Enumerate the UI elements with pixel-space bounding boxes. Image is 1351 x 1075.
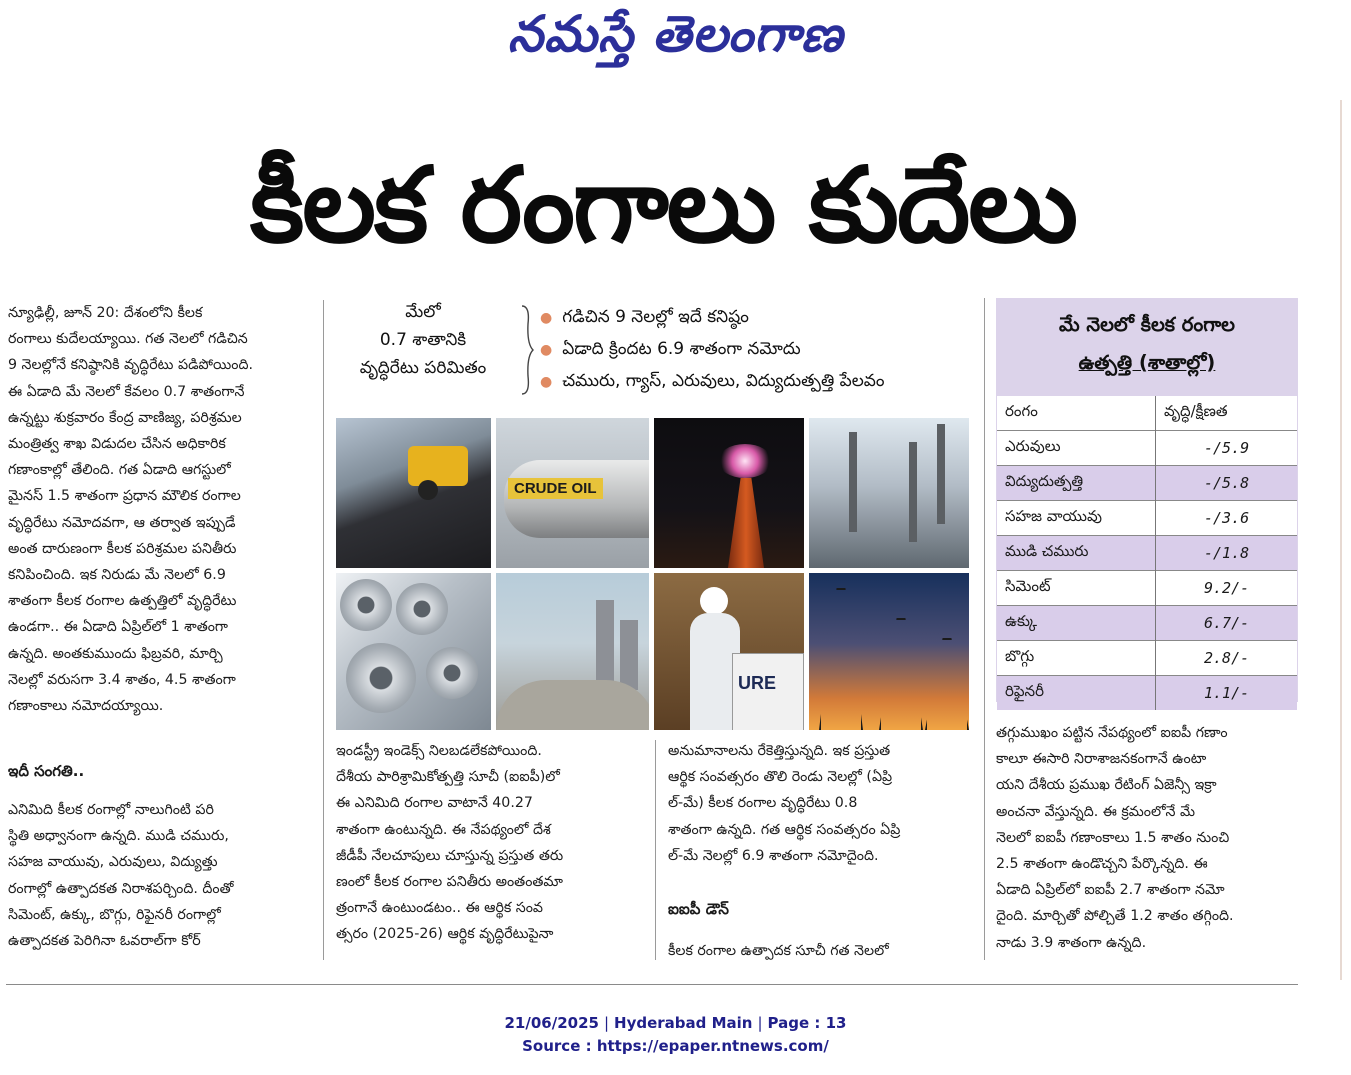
text-line: గణాంకాలు నమోదయ్యాయి.: [8, 698, 164, 715]
article-column-1: [8, 300, 316, 719]
table-row: [997, 676, 1297, 711]
text-line: ఉన్నది. అంతకుముందు ఫిబ్రవరి, మార్చి: [8, 645, 223, 662]
text-line: ఈ ఎనిమిది రంగాల వాటానే 40.27: [336, 795, 533, 812]
deck-bullet-text: గడిచిన 9 నెలల్లో ఇదే కనిష్ఠం: [562, 307, 749, 327]
text-line: కనిపించింది. ఇక నిరుడు మే నెలలో 6.9: [8, 567, 226, 584]
subheading-iip-down: ఐఐపీ డౌన్: [668, 900, 729, 918]
crude-oil-photo: [496, 418, 649, 568]
footer-source-link[interactable]: Source : https://epaper.ntnews.com/: [522, 1037, 829, 1055]
cement-plant-photo: [496, 573, 649, 730]
value-cell: -/1.8: [1156, 536, 1298, 571]
text-line: శాతంగా ఉంటున్నది. ఈ నేపథ్యంలో దేశ: [336, 821, 551, 838]
coil-shape: [396, 583, 448, 635]
footer-edition-line: [0, 1014, 1351, 1032]
deck-line: 0.7 శాతానికి: [379, 330, 467, 350]
text-line: అంచనా వేస్తున్నది. ఈ క్రమంలోనే మే: [996, 803, 1196, 820]
column-divider: [323, 300, 324, 960]
sector-cell: రిఫైనరీ: [997, 676, 1156, 711]
sector-cell: సిమెంట్: [997, 571, 1156, 606]
deck-bullet-list: [540, 302, 980, 398]
pylon-shape: [819, 588, 863, 730]
separator: |: [757, 1014, 763, 1032]
crude-oil-label: CRUDE OIL: [508, 478, 603, 499]
table-title-line: ఉత్పత్తి (శాతాల్లో): [1078, 351, 1216, 374]
text-line: దైంది. మార్చితో పోల్చితే 1.2 శాతం తగ్గింది.: [996, 908, 1234, 925]
core-sectors-table: [997, 396, 1297, 710]
photo-collage: [336, 418, 970, 730]
text-line: గణాంకాల్లో తేలింది. గత ఏడాది ఆగస్టులో: [8, 462, 231, 479]
pylon-shape: [925, 638, 969, 730]
page-headline: కీలక రంగాలు కుదేలు: [249, 144, 1077, 266]
bullet-icon: ●: [540, 310, 553, 326]
text-line: మంత్రిత్వ శాఖ విడుదల చేసిన అధికారిక: [8, 436, 226, 453]
stack-shape: [937, 424, 945, 524]
text-line: న్యూఢిల్లీ, జూన్ 20: దేశంలోని కీలక: [8, 305, 203, 321]
sector-cell: సహజ వాయువు: [997, 501, 1156, 536]
text-line: యని దేశీయ ప్రముఖ రేటింగ్ ఏజెన్సీ ఇక్రా: [996, 777, 1217, 794]
text-line: నాడు 3.9 శాతంగా ఉన్నది.: [996, 934, 1147, 951]
deck-summary: [330, 298, 516, 382]
fertilizer-worker-photo: [654, 573, 804, 730]
value-cell: -/5.8: [1156, 466, 1298, 501]
text-line: ఉన్నట్టు శుక్రవారం కేంద్ర వాణిజ్య, పరిశ్రమల: [8, 409, 242, 426]
text-line: ల్-మే నెలల్లో 6.9 శాతంగా నమోదైంది.: [668, 847, 879, 864]
article-column-2: [336, 738, 642, 948]
deck-bullet-item: [540, 366, 980, 398]
sector-cell: విద్యుదుత్పత్తి: [997, 466, 1156, 501]
table-title-line: మే నెలలో కీలక రంగాల: [1059, 313, 1235, 336]
text-line: త్సరం (2025-26) ఆర్థిక వృద్ధిరేటుపైనా: [336, 926, 554, 943]
text-line: ల్-మే) కీలక రంగాల వృద్ధిరేటు 0.8: [668, 795, 858, 812]
pile-shape: [496, 680, 649, 730]
article-column-4: [996, 720, 1300, 956]
value-cell: 6.7/-: [1156, 606, 1298, 641]
text-line: ఇండస్ట్రీ ఇండెక్స్ నిలబడలేకపోయింది.: [336, 743, 542, 759]
pipe-shape: [504, 460, 649, 538]
column-divider: [984, 298, 985, 960]
value-cell: -/3.6: [1156, 501, 1298, 536]
text-line: మైనస్ 1.5 శాతంగా ప్రధాన మౌలిక రంగాల: [8, 488, 241, 505]
deck-bullet-item: [540, 334, 980, 366]
sector-cell: ఎరువులు: [997, 431, 1156, 466]
coil-shape: [340, 579, 392, 631]
text-line: నెలల్లో వరుసగా 3.4 శాతం, 4.5 శాతంగా: [8, 671, 236, 688]
text-line: తగ్గుముఖం పట్టిన నేపథ్యంలో ఐఐపీ గణాం: [996, 725, 1228, 741]
value-cell: -/5.9: [1156, 431, 1298, 466]
text-line: 9 నెలల్లోనే కనిష్ఠానికి వృద్ధిరేటు పడిపోయింది.: [8, 357, 253, 374]
deck-line: వృద్ధిరేటు పరిమితం: [359, 358, 487, 378]
coil-shape: [346, 643, 416, 713]
silo-shape: [620, 620, 638, 690]
silo-shape: [596, 600, 614, 690]
text-line: వృద్ధిరేటు నమోదవగా, ఆ తర్వాత ఇప్పుడే: [8, 514, 236, 531]
text-line: ఉండగా.. ఈ ఏడాది ఏప్రిల్‌లో 1 శాతంగా: [8, 619, 228, 636]
loader-shape: [408, 446, 468, 486]
footer-page: Page : 13: [767, 1014, 847, 1032]
text-line: శాతంగా ఉన్నది. గత ఆర్థిక సంవత్సరం ఏప్రి: [668, 821, 901, 838]
table-row: [997, 536, 1297, 571]
bullet-icon: ●: [540, 374, 553, 390]
text-line: ఉత్పాదకత పెరిగినా ఓవరాల్‌గా కోర్: [8, 933, 201, 950]
text-line: ణంలో కీలక రంగాల పనితీరు అంతంతమా: [336, 874, 563, 891]
value-cell: 2.8/-: [1156, 641, 1298, 676]
page-edge: [1340, 100, 1342, 980]
text-line: రంగాలు కుదేలయ్యాయి. గత నెలలో గడిచిన: [8, 331, 248, 348]
text-line: ఎనిమిది కీలక రంగాల్లో నాలుగింటి పరి: [8, 802, 214, 818]
table-row: [997, 641, 1297, 676]
wheel-shape: [418, 480, 438, 500]
power-pylon-photo: [809, 573, 969, 730]
text-line: స్థితి అధ్వానంగా ఉన్నది. ముడి చమురు,: [8, 828, 229, 845]
footer-edition: Hyderabad Main: [614, 1014, 753, 1032]
steel-coils-photo: [336, 573, 491, 730]
bottom-rule: [6, 984, 1298, 985]
value-cell: 1.1/-: [1156, 676, 1298, 711]
sector-cell: బొగ్గు: [997, 641, 1156, 676]
text-line: జీడీపీ నేలచూపులు చూస్తున్న ప్రస్తుత తరు: [336, 847, 564, 864]
text-line: ఆర్థిక సంవత్సరం తొలి రెండు నెలల్లో (ఏప్రి: [668, 769, 893, 786]
stack-shape: [909, 442, 917, 542]
text-line: కాలూ ఈసారి నిరాశాజనకంగానే ఉంటా: [996, 751, 1207, 768]
coil-shape: [426, 647, 478, 699]
text-line: ఈ ఏడాది మే నెలలో కేవలం 0.7 శాతంగానే: [8, 383, 245, 400]
table-row: [997, 606, 1297, 641]
deck-bullet-text: చమురు, గ్యాస్, ఎరువులు, విద్యుదుత్పత్తి పేలవం: [562, 371, 885, 391]
text-line: సహజ వాయువు, ఎరువులు, విద్యుత్తు: [8, 854, 218, 871]
sector-cell: ముడి చమురు: [997, 536, 1156, 571]
bullet-icon: ●: [540, 342, 553, 358]
deck-line: మేలో: [405, 302, 441, 322]
pylon-shape: [879, 618, 923, 730]
article-column-3: [668, 738, 974, 869]
brace-icon: [520, 304, 534, 396]
text-line: సిమెంట్, ఉక్కు, బొగ్గు, రిఫైనరీ రంగాల్లో: [8, 906, 221, 923]
column-divider: [655, 740, 656, 960]
gas-flare-photo: [654, 418, 804, 568]
refinery-photo: [809, 418, 969, 568]
deck-bullet-text: ఏడాది క్రిందట 6.9 శాతంగా నమోదు: [562, 339, 801, 359]
table-header-row: [997, 396, 1297, 431]
text-line: దేశీయ పారిశ్రామికోత్పత్తి సూచీ (ఐఐపీ)లో: [336, 769, 560, 786]
stack-shape: [849, 432, 857, 532]
separator: |: [603, 1014, 610, 1032]
table-title: [996, 306, 1298, 382]
footer-date: 21/06/2025: [504, 1014, 599, 1032]
masthead-logo: నమస్తే తెలంగాణ: [507, 4, 844, 63]
urea-bag-label: URE: [738, 673, 777, 693]
deck-bullet-item: [540, 302, 980, 334]
text-line: త్రంగానే ఉంటుండటం.. ఈ ఆర్థిక సంవ: [336, 900, 544, 917]
text-line: అంత దారుణంగా కీలక పరిశ్రమల పనితీరు: [8, 540, 237, 557]
table-row: [997, 466, 1297, 501]
table-row: [997, 571, 1297, 606]
head-shape: [700, 587, 728, 615]
tower-shape: [728, 478, 764, 568]
flame-shape: [718, 444, 772, 478]
table-header-sector: రంగం: [997, 396, 1156, 431]
value-cell: 9.2/-: [1156, 571, 1298, 606]
text-line: ఏడాది ఏప్రిల్‌లో ఐఐపీ 2.7 శాతంగా నమో: [996, 882, 1225, 899]
text-line: శాతంగా కీలక రంగాల ఉత్పత్తిలో వృద్ధిరేటు: [8, 593, 237, 610]
coal-mining-photo: [336, 418, 491, 568]
table-header-change: వృద్ధి/క్షీణత: [1156, 396, 1298, 431]
text-line: నెలలో ఐఐపీ గణాంకాలు 1.5 శాతం నుంచి: [996, 829, 1230, 846]
sector-cell: ఉక్కు: [997, 606, 1156, 641]
subheading-idi-sangathi: ఇదీ సంగతి..: [8, 762, 85, 780]
table-row: [997, 431, 1297, 466]
table-row: [997, 501, 1297, 536]
article-column-1b: [8, 797, 316, 954]
article-column-3b: [668, 938, 974, 964]
text-line: 2.5 శాతంగా ఉండొచ్చని పేర్కొన్నది. ఈ: [996, 856, 1208, 873]
text-line: రంగాల్లో ఉత్పాదకత నిరాశపర్చింది. దీంతో: [8, 880, 234, 897]
text-line: అనుమానాలను రేకెత్తిస్తున్నది. ఇక ప్రస్తుత: [668, 743, 891, 759]
text-line: కీలక రంగాల ఉత్పాదక సూచీ గత నెలలో: [668, 943, 889, 959]
